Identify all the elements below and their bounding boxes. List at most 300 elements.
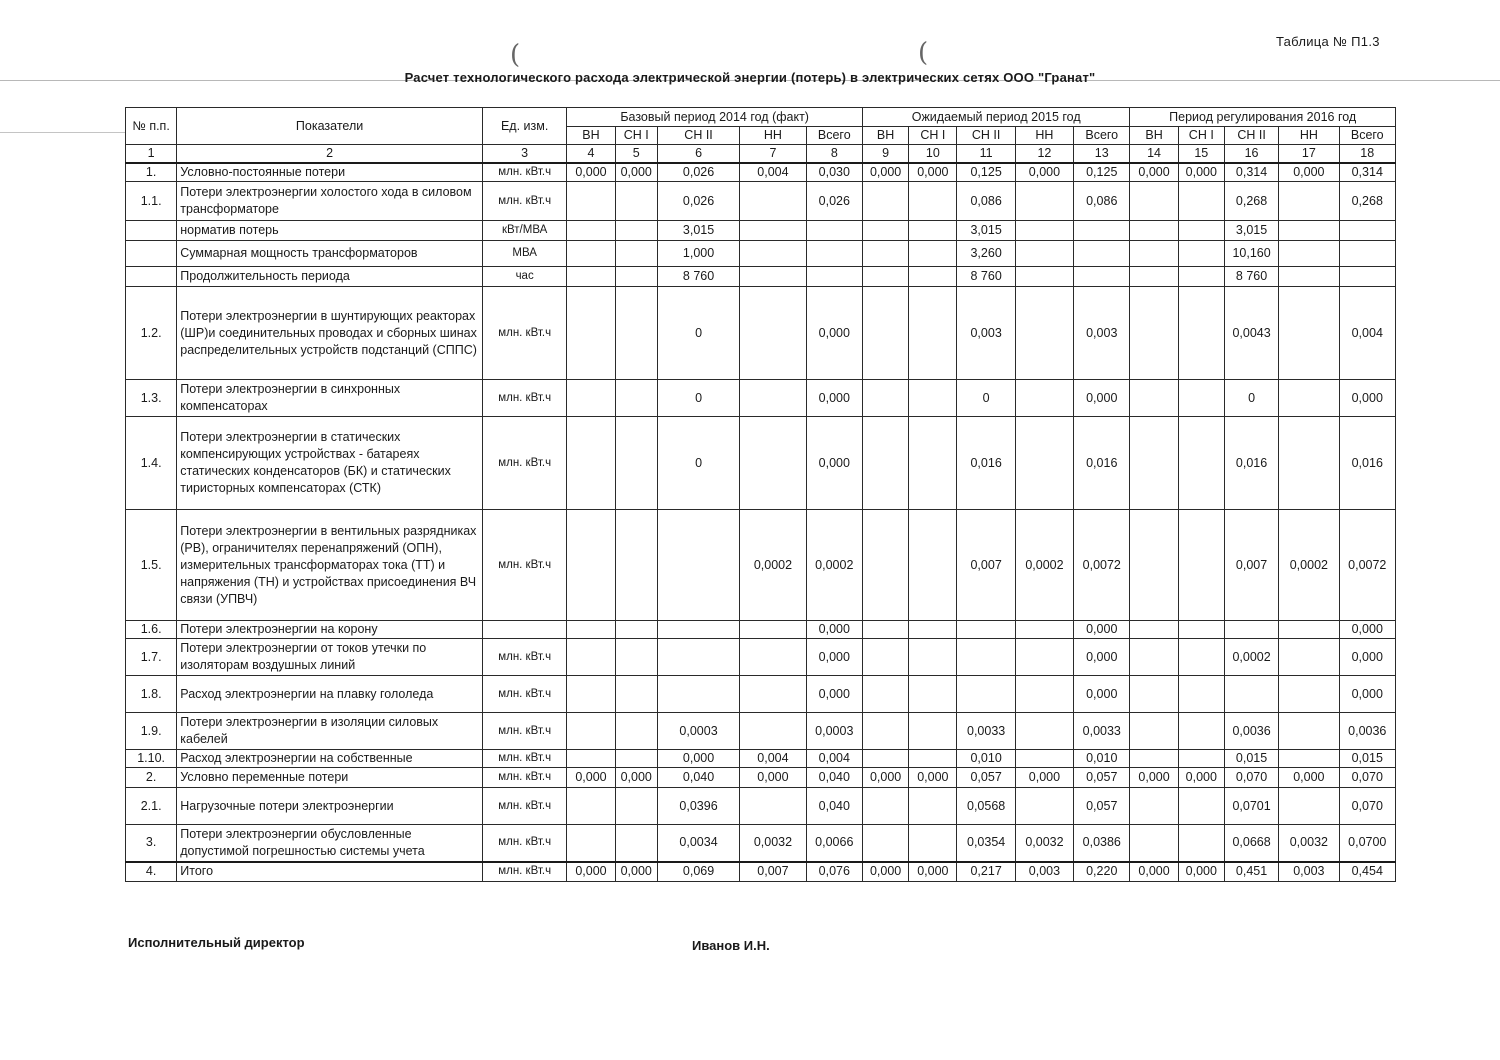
row-number: 2. <box>126 768 177 788</box>
value-cell <box>1178 267 1224 287</box>
value-cell <box>909 380 957 417</box>
column-number-cell: 18 <box>1339 145 1395 164</box>
value-cell <box>862 713 908 750</box>
value-cell <box>1279 241 1339 267</box>
value-cell: 0,451 <box>1224 862 1278 882</box>
table-row <box>126 287 1396 380</box>
value-cell: 0,070 <box>1339 768 1395 788</box>
value-cell <box>567 267 615 287</box>
value-cell: 0,070 <box>1339 788 1395 825</box>
row-unit: млн. кВт.ч <box>482 510 566 621</box>
value-cell: 0,000 <box>862 768 908 788</box>
document-title: Расчет технологического расхода электрической энергии (потерь) в электрических сетях ООО "Гранат" <box>404 70 1096 85</box>
value-cell <box>862 750 908 768</box>
value-cell <box>740 417 806 510</box>
value-cell: 8 760 <box>1224 267 1278 287</box>
value-cell: 0,314 <box>1339 163 1395 182</box>
value-cell: 0,0002 <box>1279 510 1339 621</box>
value-cell <box>1015 182 1073 221</box>
value-cell <box>1339 267 1395 287</box>
value-cell: 0,000 <box>909 862 957 882</box>
row-indicator: Потери электроэнергии в статических компенсирующих устройствах - батареях статических конденсаторов (БК) и статических тиристорных компенсаторах (СТК) <box>177 417 483 510</box>
value-cell: 10,160 <box>1224 241 1278 267</box>
value-cell <box>567 621 615 639</box>
value-cell: 0,000 <box>806 676 862 713</box>
value-cell <box>567 287 615 380</box>
value-cell: 0,030 <box>806 163 862 182</box>
column-number-row <box>126 145 1396 164</box>
value-cell <box>862 241 908 267</box>
value-cell <box>1130 510 1178 621</box>
value-cell <box>657 621 739 639</box>
value-cell <box>909 621 957 639</box>
value-cell <box>806 241 862 267</box>
value-cell: 0,000 <box>1074 639 1130 676</box>
signature-name: Иванов И.Н. <box>692 938 770 953</box>
header-level-cell: СН II <box>657 127 739 145</box>
value-cell <box>1130 676 1178 713</box>
table-row <box>126 241 1396 267</box>
value-cell <box>740 287 806 380</box>
value-cell <box>740 380 806 417</box>
header-level-cell: ВН <box>862 127 908 145</box>
header-indicator: Показатели <box>177 108 483 145</box>
row-unit: млн. кВт.ч <box>482 417 566 510</box>
value-cell <box>1130 639 1178 676</box>
value-cell <box>862 182 908 221</box>
value-cell <box>657 676 739 713</box>
value-cell: 0,125 <box>1074 163 1130 182</box>
value-cell: 0,000 <box>1130 768 1178 788</box>
value-cell: 0,0072 <box>1074 510 1130 621</box>
row-unit: млн. кВт.ч <box>482 676 566 713</box>
value-cell: 0,000 <box>567 862 615 882</box>
header-number: № п.п. <box>126 108 177 145</box>
value-cell <box>862 287 908 380</box>
value-cell: 0,007 <box>740 862 806 882</box>
value-cell: 8 760 <box>957 267 1015 287</box>
value-cell: 0,076 <box>806 862 862 882</box>
row-indicator: Потери электроэнергии в шунтирующих реакторах (ШР)и соединительных проводах и сборных шинах распределительных устройств подстанций (СППС) <box>177 287 483 380</box>
column-number-cell: 2 <box>177 145 483 164</box>
value-cell <box>1178 380 1224 417</box>
value-cell <box>1339 221 1395 241</box>
value-cell <box>615 621 657 639</box>
value-cell <box>1130 713 1178 750</box>
value-cell: 0,000 <box>909 768 957 788</box>
row-indicator: Потери электроэнергии в синхронных компенсаторах <box>177 380 483 417</box>
table-row <box>126 639 1396 676</box>
value-cell <box>1224 676 1278 713</box>
value-cell <box>1279 287 1339 380</box>
value-cell <box>615 825 657 862</box>
header-unit: Ед. изм. <box>482 108 566 145</box>
value-cell <box>1178 221 1224 241</box>
value-cell <box>567 417 615 510</box>
row-unit: млн. кВт.ч <box>482 825 566 862</box>
value-cell: 0,000 <box>1339 621 1395 639</box>
value-cell: 0,015 <box>1224 750 1278 768</box>
value-cell: 0,004 <box>740 163 806 182</box>
value-cell: 0 <box>657 287 739 380</box>
row-number: 1.7. <box>126 639 177 676</box>
value-cell: 0,000 <box>1279 163 1339 182</box>
table-row <box>126 862 1396 882</box>
header-level-cell: НН <box>1279 127 1339 145</box>
header-level-cell: ВН <box>1130 127 1178 145</box>
value-cell: 0,003 <box>1074 287 1130 380</box>
row-number: 1. <box>126 163 177 182</box>
header-level-cell: НН <box>1015 127 1073 145</box>
value-cell <box>1178 750 1224 768</box>
value-cell <box>567 221 615 241</box>
value-cell <box>1074 241 1130 267</box>
value-cell <box>657 510 739 621</box>
row-unit: млн. кВт.ч <box>482 862 566 882</box>
value-cell: 0,016 <box>957 417 1015 510</box>
value-cell <box>1279 676 1339 713</box>
value-cell: 0,004 <box>740 750 806 768</box>
value-cell <box>862 380 908 417</box>
value-cell: 0,057 <box>957 768 1015 788</box>
value-cell: 0,0034 <box>657 825 739 862</box>
value-cell: 0,000 <box>862 862 908 882</box>
value-cell: 0,000 <box>1074 621 1130 639</box>
value-cell <box>740 621 806 639</box>
value-cell <box>615 788 657 825</box>
value-cell: 0 <box>957 380 1015 417</box>
value-cell: 3,015 <box>657 221 739 241</box>
value-cell <box>567 639 615 676</box>
column-number-cell: 6 <box>657 145 739 164</box>
value-cell: 0,220 <box>1074 862 1130 882</box>
value-cell <box>862 417 908 510</box>
header-level-cell: Всего <box>1339 127 1395 145</box>
value-cell: 1,000 <box>657 241 739 267</box>
row-indicator: Расход электроэнергии на плавку гололеда <box>177 676 483 713</box>
value-cell: 0,000 <box>862 163 908 182</box>
value-cell: 0,0003 <box>806 713 862 750</box>
value-cell: 0,000 <box>1130 862 1178 882</box>
value-cell <box>1130 621 1178 639</box>
value-cell: 0,003 <box>1015 862 1073 882</box>
value-cell: 0,0036 <box>1224 713 1278 750</box>
column-number-cell: 15 <box>1178 145 1224 164</box>
value-cell <box>806 221 862 241</box>
table-row <box>126 221 1396 241</box>
row-unit: млн. кВт.ч <box>482 750 566 768</box>
value-cell <box>567 750 615 768</box>
value-cell <box>615 417 657 510</box>
value-cell: 0,070 <box>1224 768 1278 788</box>
paren-mark: ( <box>510 40 521 70</box>
value-cell <box>740 267 806 287</box>
value-cell: 0,040 <box>806 788 862 825</box>
value-cell <box>957 621 1015 639</box>
value-cell <box>615 639 657 676</box>
value-cell <box>615 510 657 621</box>
value-cell <box>1130 241 1178 267</box>
value-cell <box>567 713 615 750</box>
header-row <box>126 108 1396 127</box>
value-cell: 0,0003 <box>657 713 739 750</box>
value-cell <box>909 182 957 221</box>
value-cell: 0,016 <box>1339 417 1395 510</box>
column-number-cell: 16 <box>1224 145 1278 164</box>
value-cell: 3,015 <box>957 221 1015 241</box>
value-cell: 0,000 <box>567 163 615 182</box>
value-cell <box>862 825 908 862</box>
row-number: 1.6. <box>126 621 177 639</box>
header-level-cell: Всего <box>1074 127 1130 145</box>
value-cell <box>615 676 657 713</box>
value-cell <box>1178 182 1224 221</box>
column-number-cell: 9 <box>862 145 908 164</box>
value-cell: 0,000 <box>615 163 657 182</box>
column-number-cell: 11 <box>957 145 1015 164</box>
header-level-cell: ВН <box>567 127 615 145</box>
row-unit: млн. кВт.ч <box>482 639 566 676</box>
value-cell <box>1074 267 1130 287</box>
row-number: 1.3. <box>126 380 177 417</box>
value-cell <box>1279 750 1339 768</box>
value-cell <box>1130 380 1178 417</box>
value-cell <box>567 676 615 713</box>
value-cell <box>909 676 957 713</box>
value-cell: 0,004 <box>806 750 862 768</box>
value-cell: 0,000 <box>806 287 862 380</box>
value-cell: 0,000 <box>806 417 862 510</box>
value-cell: 0,040 <box>657 768 739 788</box>
value-cell <box>909 417 957 510</box>
value-cell <box>740 676 806 713</box>
value-cell <box>957 676 1015 713</box>
value-cell: 0,000 <box>567 768 615 788</box>
value-cell: 0,069 <box>657 862 739 882</box>
value-cell: 0,000 <box>1015 768 1073 788</box>
value-cell <box>1015 639 1073 676</box>
value-cell: 0,000 <box>1279 768 1339 788</box>
value-cell: 0,0072 <box>1339 510 1395 621</box>
row-indicator: Потери электроэнергии в изоляции силовых кабелей <box>177 713 483 750</box>
value-cell <box>1130 182 1178 221</box>
value-cell: 0,0032 <box>1015 825 1073 862</box>
row-indicator: Потери электроэнергии от токов утечки по изоляторам воздушных линий <box>177 639 483 676</box>
header-period-2016: Период регулирования 2016 год <box>1130 108 1396 127</box>
value-cell: 0,000 <box>1178 862 1224 882</box>
value-cell <box>1178 510 1224 621</box>
value-cell: 0,016 <box>1224 417 1278 510</box>
value-cell <box>615 182 657 221</box>
value-cell: 0,0568 <box>957 788 1015 825</box>
value-cell <box>567 380 615 417</box>
value-cell: 0,0032 <box>740 825 806 862</box>
value-cell <box>909 639 957 676</box>
row-number: 1.4. <box>126 417 177 510</box>
value-cell <box>1279 621 1339 639</box>
value-cell: 0,0033 <box>957 713 1015 750</box>
losses-table <box>125 107 1396 882</box>
value-cell <box>567 788 615 825</box>
value-cell: 0,003 <box>957 287 1015 380</box>
value-cell: 0,086 <box>1074 182 1130 221</box>
value-cell <box>1178 241 1224 267</box>
header-period-2015: Ожидаемый период 2015 год <box>862 108 1129 127</box>
value-cell: 0,000 <box>1178 163 1224 182</box>
table-row <box>126 182 1396 221</box>
value-cell: 0,0002 <box>740 510 806 621</box>
signature-position: Исполнительный директор <box>128 935 305 950</box>
row-unit: млн. кВт.ч <box>482 163 566 182</box>
value-cell <box>909 825 957 862</box>
value-cell: 0,000 <box>1339 676 1395 713</box>
value-cell <box>862 267 908 287</box>
header-period-2014: Базовый период 2014 год (факт) <box>567 108 863 127</box>
value-cell <box>1279 221 1339 241</box>
value-cell <box>1178 639 1224 676</box>
value-cell: 0,010 <box>1074 750 1130 768</box>
value-cell: 0,000 <box>1339 380 1395 417</box>
value-cell <box>862 221 908 241</box>
column-number-cell: 13 <box>1074 145 1130 164</box>
column-number-cell: 1 <box>126 145 177 164</box>
value-cell: 0,0396 <box>657 788 739 825</box>
row-indicator: Условно-постоянные потери <box>177 163 483 182</box>
value-cell: 8 760 <box>657 267 739 287</box>
value-cell <box>1178 825 1224 862</box>
value-cell: 0,454 <box>1339 862 1395 882</box>
row-indicator: Продолжительность периода <box>177 267 483 287</box>
value-cell <box>1015 380 1073 417</box>
value-cell: 0,000 <box>615 768 657 788</box>
value-cell <box>1015 267 1073 287</box>
table-row <box>126 510 1396 621</box>
table-row <box>126 825 1396 862</box>
value-cell: 0,026 <box>657 182 739 221</box>
value-cell <box>862 676 908 713</box>
value-cell: 0,0386 <box>1074 825 1130 862</box>
value-cell <box>740 241 806 267</box>
row-unit: млн. кВт.ч <box>482 287 566 380</box>
value-cell <box>615 750 657 768</box>
column-number-cell: 3 <box>482 145 566 164</box>
row-number: 3. <box>126 825 177 862</box>
value-cell <box>567 241 615 267</box>
value-cell: 0,016 <box>1074 417 1130 510</box>
header-level-cell: СН II <box>1224 127 1278 145</box>
value-cell <box>615 267 657 287</box>
value-cell: 3,260 <box>957 241 1015 267</box>
value-cell <box>909 241 957 267</box>
column-number-cell: 4 <box>567 145 615 164</box>
value-cell: 0,057 <box>1074 788 1130 825</box>
value-cell <box>1178 676 1224 713</box>
value-cell: 0,268 <box>1339 182 1395 221</box>
row-number <box>126 221 177 241</box>
value-cell: 0,314 <box>1224 163 1278 182</box>
row-number: 2.1. <box>126 788 177 825</box>
row-unit: млн. кВт.ч <box>482 788 566 825</box>
value-cell <box>740 713 806 750</box>
row-number: 1.2. <box>126 287 177 380</box>
value-cell: 0,010 <box>957 750 1015 768</box>
row-number <box>126 241 177 267</box>
value-cell <box>740 639 806 676</box>
row-number: 1.9. <box>126 713 177 750</box>
value-cell <box>1178 287 1224 380</box>
column-number-cell: 12 <box>1015 145 1073 164</box>
value-cell: 0,007 <box>957 510 1015 621</box>
value-cell <box>1178 788 1224 825</box>
table-row <box>126 163 1396 182</box>
table-row <box>126 676 1396 713</box>
value-cell <box>615 713 657 750</box>
value-cell: 0,0002 <box>1015 510 1073 621</box>
value-cell <box>615 380 657 417</box>
scan-line <box>0 132 125 133</box>
table-row <box>126 417 1396 510</box>
value-cell: 0,026 <box>806 182 862 221</box>
row-unit: млн. кВт.ч <box>482 380 566 417</box>
value-cell <box>740 788 806 825</box>
paren-mark: ( <box>918 38 929 68</box>
value-cell <box>909 287 957 380</box>
table-row <box>126 713 1396 750</box>
value-cell: 0,004 <box>1339 287 1395 380</box>
value-cell <box>1015 676 1073 713</box>
value-cell <box>615 221 657 241</box>
value-cell <box>862 510 908 621</box>
header-level-cell: СН I <box>909 127 957 145</box>
value-cell: 0,0701 <box>1224 788 1278 825</box>
header-level-cell: Всего <box>806 127 862 145</box>
row-indicator: Расход электроэнергии на собственные <box>177 750 483 768</box>
value-cell: 0,000 <box>1130 163 1178 182</box>
value-cell <box>1015 221 1073 241</box>
value-cell: 0,0033 <box>1074 713 1130 750</box>
value-cell: 0,000 <box>1015 163 1073 182</box>
value-cell <box>1279 182 1339 221</box>
value-cell: 0 <box>1224 380 1278 417</box>
column-number-cell: 10 <box>909 145 957 164</box>
table-row <box>126 788 1396 825</box>
value-cell <box>615 287 657 380</box>
value-cell <box>1279 380 1339 417</box>
value-cell <box>1279 417 1339 510</box>
column-number-cell: 7 <box>740 145 806 164</box>
value-cell <box>1015 241 1073 267</box>
value-cell <box>567 825 615 862</box>
row-number: 1.10. <box>126 750 177 768</box>
value-cell <box>1130 825 1178 862</box>
value-cell <box>909 267 957 287</box>
value-cell: 0,0043 <box>1224 287 1278 380</box>
value-cell <box>1279 713 1339 750</box>
value-cell <box>1015 750 1073 768</box>
value-cell <box>1130 750 1178 768</box>
column-number-cell: 8 <box>806 145 862 164</box>
value-cell <box>909 713 957 750</box>
row-unit: час <box>482 267 566 287</box>
value-cell: 0,026 <box>657 163 739 182</box>
table-row <box>126 768 1396 788</box>
value-cell: 0 <box>657 417 739 510</box>
value-cell <box>740 182 806 221</box>
value-cell: 0,000 <box>740 768 806 788</box>
value-cell <box>657 639 739 676</box>
value-cell: 0,040 <box>806 768 862 788</box>
header-level-cell: СН I <box>1178 127 1224 145</box>
